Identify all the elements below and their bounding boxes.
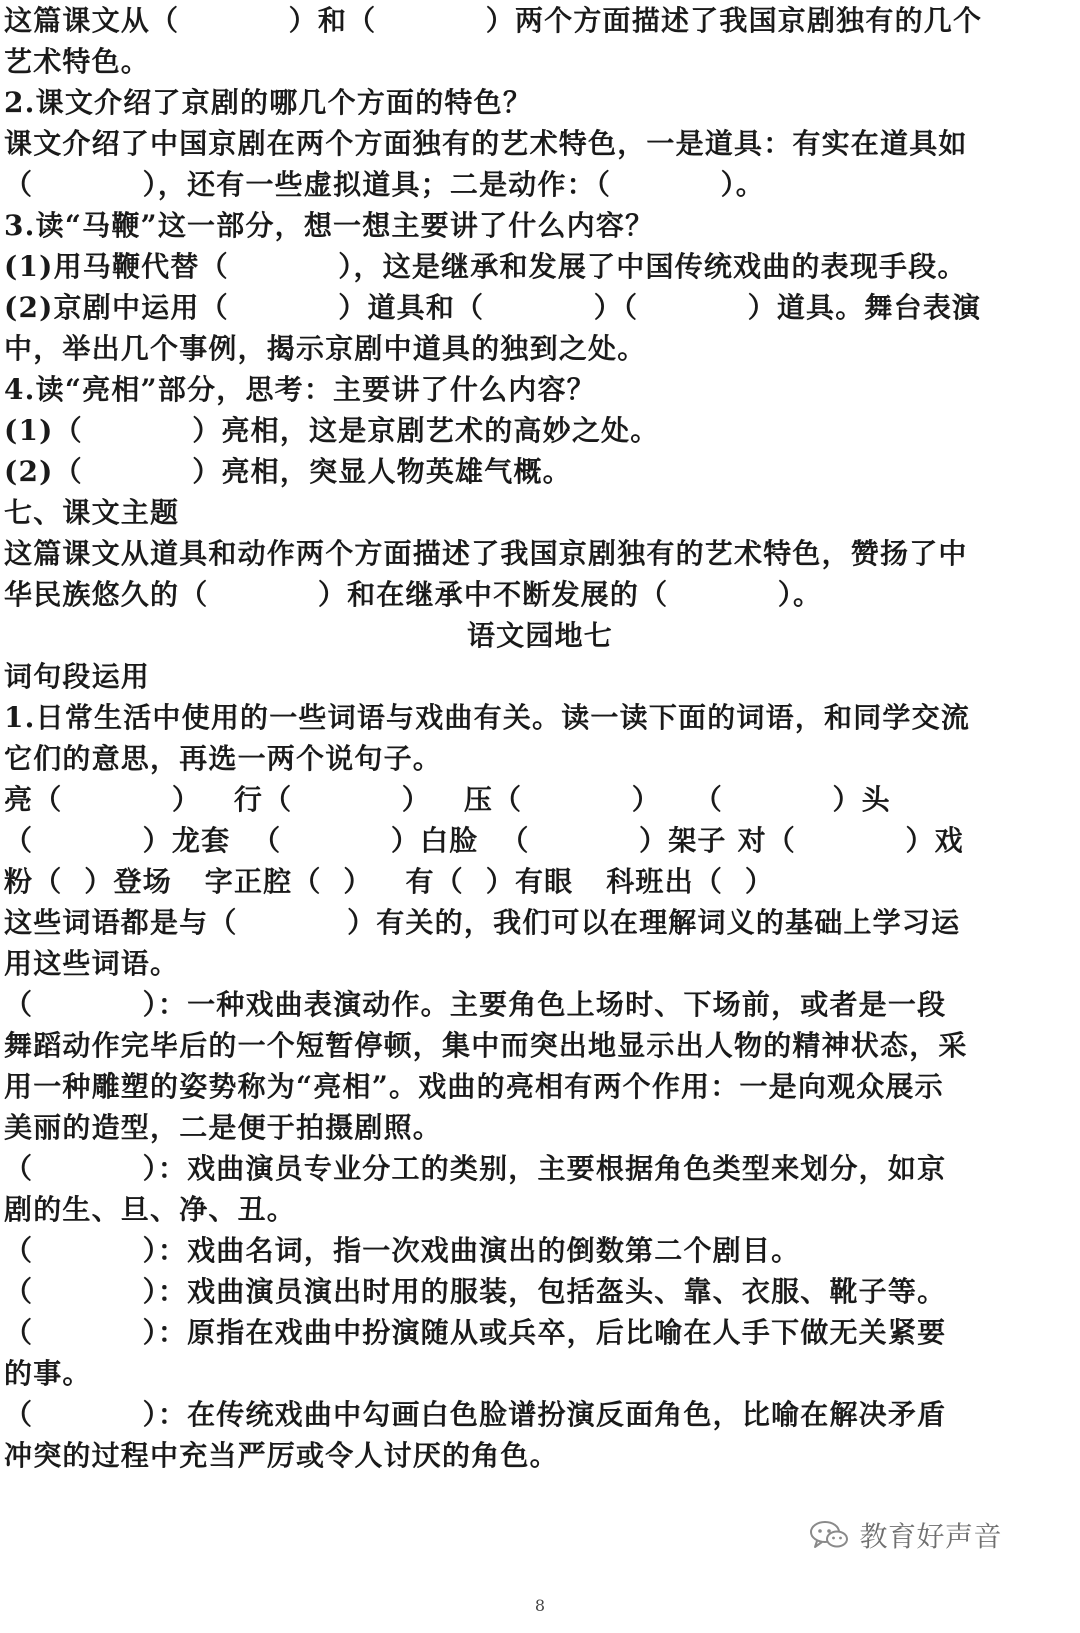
question-heading: 1.日常生活中使用的一些词语与戏曲有关。读一读下面的词语，和同学交流: [4, 701, 971, 734]
document-page: [4, 0, 1076, 1633]
question-heading: 4.读“亮相”部分，思考：主要讲了什么内容？: [4, 373, 596, 406]
text-line: 它们的意思，再选一两个说句子。: [4, 742, 443, 775]
text-line: 课文介绍了中国京剧在两个方面独有的艺术特色，一是道具：有实在道具如: [4, 127, 968, 160]
definition-line: 舞蹈动作完毕后的一个短暂停顿，集中而突出地显示出人物的精神状态，采: [4, 1029, 968, 1062]
watermark: [807, 1515, 1002, 1555]
subsection-heading: 词句段运用: [4, 660, 151, 693]
definition-line: 冲突的过程中充当严厉或令人讨厌的角色。: [4, 1439, 559, 1472]
text-line: (2)京剧中运用（ ）道具和（ ）（ ）道具。舞台表演: [4, 291, 982, 324]
text-line: 这些词语都是与（ ）有关的，我们可以在理解词义的基础上学习运: [4, 906, 961, 939]
definition-line: （ ）：戏曲演员演出时用的服装，包括盔头、靠、衣服、靴子等。: [4, 1275, 947, 1308]
question-heading: 2.课文介绍了京剧的哪几个方面的特色？: [4, 86, 533, 119]
text-line: 这篇课文从（ ）和（ ）两个方面描述了我国京剧独有的几个: [4, 4, 983, 37]
text-line: 用这些词语。: [4, 947, 180, 980]
wechat-icon: [807, 1518, 851, 1552]
watermark-text: 教育好声音: [859, 1520, 1002, 1553]
definition-line: （ ）：戏曲演员专业分工的类别，主要根据角色类型来划分，如京: [4, 1152, 947, 1185]
text-line: 中，举出几个事例，揭示京剧中道具的独到之处。: [4, 332, 647, 365]
text-line: (1)（ ）亮相，这是京剧艺术的高妙之处。: [4, 414, 660, 447]
page-section-title: 语文园地七: [466, 619, 613, 652]
definition-line: 的事。: [4, 1357, 92, 1390]
text-line: (2)（ ）亮相，突显人物英雄气概。: [4, 455, 572, 488]
definition-line: （ ）：在传统戏曲中勾画白色脸谱扮演反面角色，比喻在解决矛盾: [4, 1398, 947, 1431]
phrase-row: 亮（ ） 行（ ） 压（ ） （ ）头: [4, 783, 891, 816]
definition-line: 剧的生、旦、净、丑。: [4, 1193, 297, 1226]
section-heading: 七、课文主题: [4, 496, 180, 529]
definition-line: 用一种雕塑的姿势称为“亮相”。戏曲的亮相有两个作用：一是向观众展示: [4, 1070, 944, 1103]
text-line: 华民族悠久的（ ）和在继承中不断发展的（ ）。: [4, 578, 823, 611]
question-heading: 3.读“马鞭”这一部分，想一想主要讲了什么内容？: [4, 209, 655, 242]
definition-line: （ ）：戏曲名词，指一次戏曲演出的倒数第二个剧目。: [4, 1234, 801, 1267]
phrase-row: 粉（ ）登场 字正腔（ ） 有（ ）有眼 科班出（ ）: [4, 865, 775, 898]
definition-line: 美丽的造型，二是便于拍摄剧照。: [4, 1111, 443, 1144]
text-line: 艺术特色。: [4, 45, 151, 78]
text-line: (1)用马鞭代替（ ），这是继承和发展了中国传统戏曲的表现手段。: [4, 250, 967, 283]
page-number: 8: [534, 1596, 546, 1615]
text-line: 这篇课文从道具和动作两个方面描述了我国京剧独有的艺术特色，赞扬了中: [4, 537, 968, 570]
definition-line: （ ）：原指在戏曲中扮演随从或兵卒，后比喻在人手下做无关紧要: [4, 1316, 947, 1349]
text-line: （ ），还有一些虚拟道具；二是动作：（ ）。: [4, 168, 765, 201]
phrase-row: （ ）龙套 （ ）白脸 （ ）架子 对（ ）戏: [4, 824, 964, 857]
definition-line: （ ）：一种戏曲表演动作。主要角色上场时、下场前，或者是一段: [4, 988, 947, 1021]
